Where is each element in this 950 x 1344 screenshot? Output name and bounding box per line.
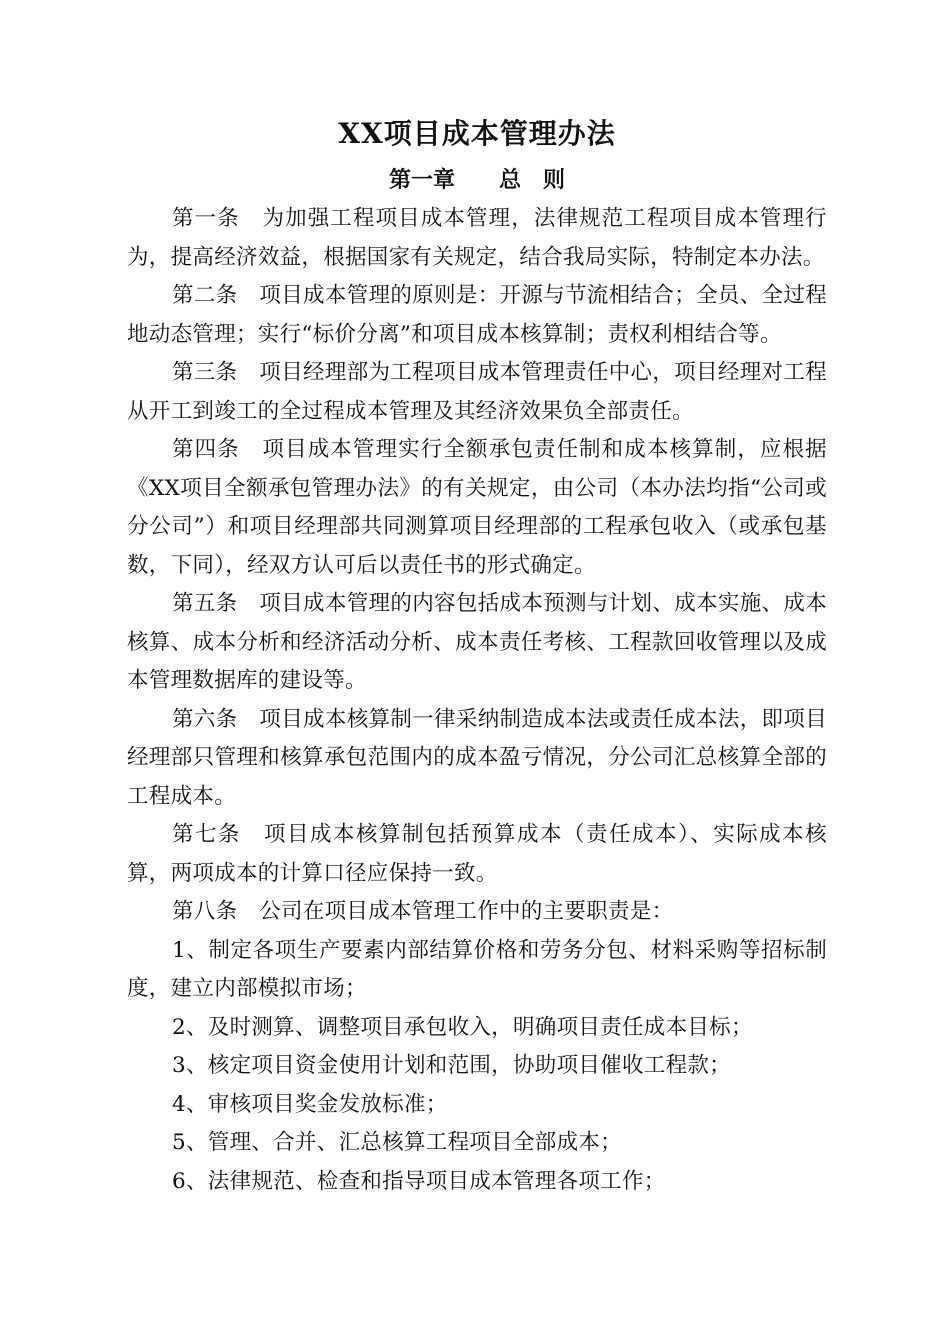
article-text: 项目成本管理实行全额承包责任制和成本核算制，应根据《XX项目全额承包管理办法》的有关规定，由公司（本办法均指“公司或分公司”）和项目经理部共同测算项目经理部的工程承包收入（或承包基数，下同），经双方认可后以责任书的形式确定。 [127, 437, 827, 578]
article-4 [127, 431, 827, 585]
article-label: 第二条 [172, 283, 238, 308]
list-item: 5、管理、合并、汇总核算工程项目全部成本； [172, 1130, 622, 1155]
article-5 [127, 585, 827, 701]
list-item: 2、及时测算、调整项目承包收入，明确项目责任成本目标； [172, 1014, 753, 1040]
article-3 [127, 354, 827, 431]
article-text: 项目成本管理的内容包括成本预测与计划、成本实施、成本核算、成本分析和经济活动分析、成本责任考核、工程款回收管理以及成本管理数据库的建设等。 [127, 591, 827, 693]
list-item: 4、审核项目奖金发放标准； [172, 1091, 448, 1117]
article-label: 第四条 [172, 437, 240, 462]
article-2 [127, 277, 827, 354]
list-item: 6、法律规范、检查和指导项目成本管理各项工作； [172, 1168, 666, 1194]
list-item: 3、核定项目资金使用计划和范围，协助项目催收工程款； [172, 1053, 731, 1078]
article-label: 第七条 [172, 822, 241, 847]
article-text: 项目经理部为工程项目成本管理责任中心，项目经理对工程从开工到竣工的全过程成本管理及其经济效果负全部责任。 [127, 360, 827, 424]
article-6 [127, 701, 827, 817]
article-1 [127, 200, 827, 277]
document-page [127, 112, 827, 1201]
article-text: 项目成本管理的原则是：开源与节流相结合；全员、全过程地动态管理；实行“标价分离”和项目成本核算制；责权利相结合等。 [127, 283, 827, 347]
article-label: 第五条 [172, 591, 238, 616]
article-text: 项目成本核算制一律采纳制造成本法或责任成本法，即项目经理部只管理和核算承包范围内的成本盈亏情况，分公司汇总核算全部的工程成本。 [127, 706, 827, 809]
article-label: 第三条 [172, 360, 238, 385]
article-label: 第八条 [172, 899, 238, 924]
article-text: 项目成本核算制包括预算成本（责任成本）、实际成本核算，两项成本的计算口径应保持一致。 [127, 822, 827, 886]
article-text: 为加强工程项目成本管理，法律规范工程项目成本管理行为，提高经济效益，根据国家有关规定，结合我局实际，特制定本办法。 [127, 206, 827, 270]
chapter-heading: 第一章 总 则 [388, 167, 565, 193]
article-7 [127, 816, 827, 893]
list-item: 1、制定各项生产要素内部结算价格和劳务分包、材料采购等招标制度，建立内部模拟市场； [127, 937, 827, 1001]
article-text: 公司在项目成本管理工作中的主要职责是： [259, 899, 674, 924]
article-label: 第一条 [172, 206, 240, 231]
document-title: XX项目成本管理办法 [338, 117, 616, 150]
article-8 [127, 893, 827, 932]
article-label: 第六条 [172, 706, 238, 732]
